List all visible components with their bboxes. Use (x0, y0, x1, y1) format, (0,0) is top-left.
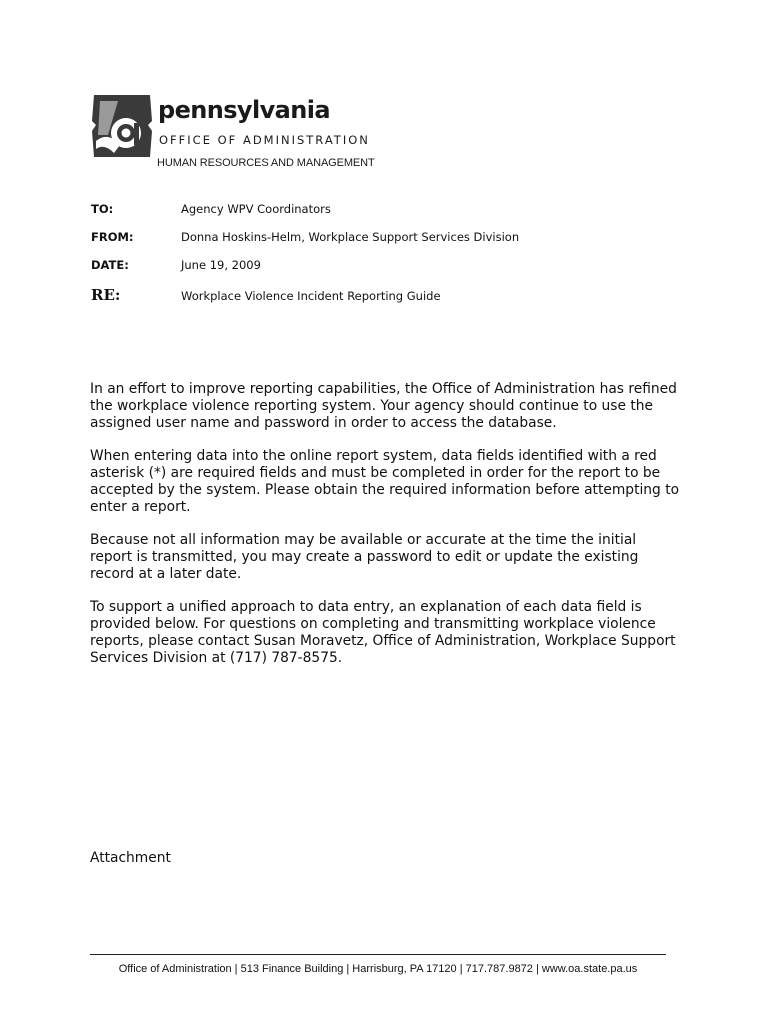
memo-from-label: FROM: (91, 230, 134, 244)
org-division: HUMAN RESOURCES AND MANAGEMENT (157, 157, 375, 169)
body-paragraph: When entering data into the online report system, data fields identified with a red asterisk (*) are required fields and must be completed in order for the report to be accepted by the system. Please obtain the required information before attempting to enter a report. (90, 448, 680, 515)
memo-from-value: Donna Hoskins-Helm, Workplace Support Services Division (181, 230, 520, 244)
memo-to-label: TO: (91, 202, 114, 216)
memo-date-value: June 19, 2009 (181, 258, 261, 272)
footer-address: Office of Administration | 513 Finance Building | Harrisburg, PA 17120 | 717.787.9872 | www.oa.state.pa.us (118, 963, 638, 975)
memo-body (90, 381, 680, 683)
footer-divider (90, 954, 666, 955)
attachment-note: Attachment (90, 850, 171, 866)
keystone-oa-logo-icon (90, 95, 154, 157)
body-paragraph: In an effort to improve reporting capabilities, the Office of Administration has refined the workplace violence reporting system. Your agency should continue to use the assigned user name and password in order to access the database. (90, 381, 677, 431)
body-paragraph: To support a unified approach to data entry, an explanation of each data field is provided below. For questions on completing and transmitting workplace violence reports, please contact Susan Moravetz, Office of Administration, Workplace Support Services Division at (717) 787-8575. (90, 599, 676, 666)
memo-to-value: Agency WPV Coordinators (181, 202, 331, 216)
memo-date-label: DATE: (91, 258, 129, 272)
org-name: pennsylvania (158, 96, 330, 124)
memo-re-label: RE: (91, 286, 121, 304)
org-office: OFFICE OF ADMINISTRATION (159, 133, 370, 147)
body-paragraph: Because not all information may be available or accurate at the time the initial report is transmitted, you may create a password to edit or update the existing record at a later date. (90, 532, 639, 582)
memo-re-value: Workplace Violence Incident Reporting Guide (181, 289, 441, 303)
